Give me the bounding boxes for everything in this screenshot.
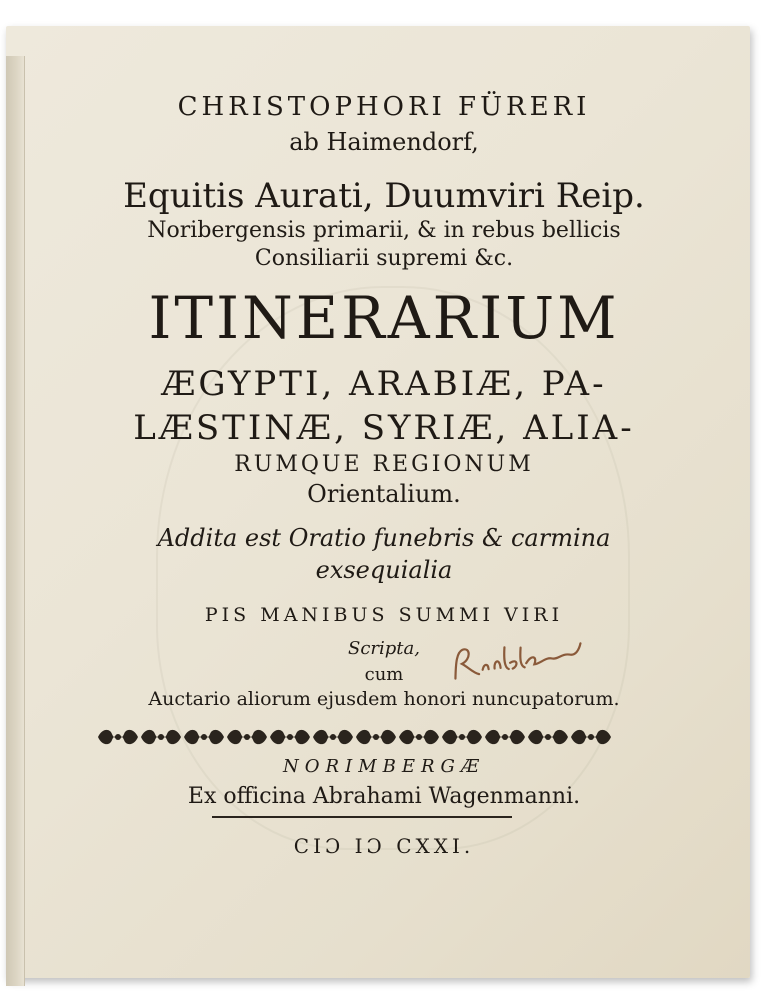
printer-line: Ex officina Abrahami Wagenmanni.	[187, 784, 581, 809]
main-title: ITINERARIUM	[148, 284, 620, 352]
dedication-line: PIS MANIBUS SUMMI VIRI	[204, 604, 564, 626]
author-council: Consiliarii supremi &c.	[254, 246, 514, 271]
scripta-line: Scripta,	[348, 638, 420, 659]
author-origin: ab Haimendorf,	[289, 128, 479, 156]
addition-line-2: exsequialia	[315, 556, 453, 584]
subtitle-line-4: Orientalium.	[307, 480, 461, 508]
place-of-printing: NORIMBERGÆ	[283, 756, 485, 777]
auctario-line: Auctario aliorum ejusdem honori nuncupatorum.	[148, 688, 620, 710]
subtitle-line-1: ÆGYPTI, ARABIÆ, PA-	[161, 364, 607, 404]
addition-line-1: Addita est Oratio funebris & carmina	[157, 524, 611, 552]
author-title: Equitis Aurati, Duumviri Reip.	[123, 176, 645, 216]
author-office: Noribergensis primarii, & in rebus bellicis	[147, 218, 621, 243]
publication-date: CIƆ IƆ CXXI.	[293, 834, 475, 858]
divider-rule	[212, 816, 512, 818]
subtitle-line-3: RUMQUE REGIONUM	[234, 452, 534, 477]
author-name: CHRISTOPHORI FÜRERI	[177, 92, 591, 122]
subtitle-line-2: LÆSTINÆ, SYRIÆ, ALIA-	[133, 408, 635, 448]
cum-line: cum	[364, 664, 404, 685]
ornament-band	[96, 724, 612, 750]
